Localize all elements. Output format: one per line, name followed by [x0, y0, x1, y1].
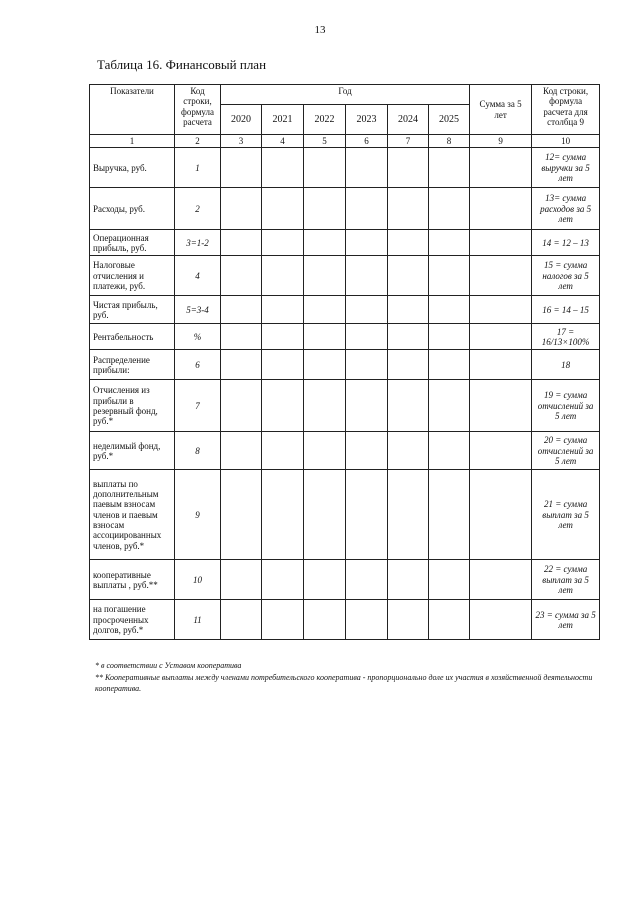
table-row: [90, 380, 600, 432]
row-label: Отчисления из прибыли в резервный фонд, руб.*: [90, 380, 175, 432]
table-row: [90, 600, 600, 640]
row-code: 5=3-4: [175, 296, 221, 324]
table-row: [90, 256, 600, 296]
page-number: 13: [314, 24, 326, 36]
header-sum: Сумма за 5 лет: [470, 85, 532, 135]
footnotes: [95, 661, 600, 696]
table-row: [90, 230, 600, 256]
row-label: неделимый фонд, руб.*: [90, 432, 175, 470]
row-label: Налоговые отчисления и платежи, руб.: [90, 256, 175, 296]
header-year: Год: [221, 85, 470, 105]
row-label: Расходы, руб.: [90, 188, 175, 230]
row-code: 7: [175, 380, 221, 432]
header-code: Код строки, формула расчета: [175, 85, 221, 135]
row-code: 8: [175, 432, 221, 470]
table-row: [90, 432, 600, 470]
row-code: 2: [175, 188, 221, 230]
row-label: Рентабельность: [90, 324, 175, 350]
header-year-2025: 2025: [429, 105, 470, 135]
column-number: 2: [175, 135, 221, 148]
column-number: 10: [532, 135, 600, 148]
row-formula: 17 = 16/13×100%: [532, 324, 600, 350]
row-code: 10: [175, 560, 221, 600]
row-formula: 23 = сумма за 5 лет: [532, 600, 600, 640]
row-label: кооперативные выплаты , руб.**: [90, 560, 175, 600]
table-row: [90, 296, 600, 324]
financial-plan-table: [89, 84, 600, 640]
table-row: [90, 470, 600, 560]
column-number: 9: [470, 135, 532, 148]
footnote: ** Кооперативные выплаты между членами потребительского кооператива - пропорционально доле их участия в хозяйственной деятельности кооператива.: [95, 673, 593, 693]
row-formula: 14 = 12 – 13: [532, 230, 600, 256]
row-code: 9: [175, 470, 221, 560]
column-number: 4: [262, 135, 304, 148]
header-year-2022: 2022: [304, 105, 346, 135]
header-year-2021: 2021: [262, 105, 304, 135]
row-label: Операционная прибыль, руб.: [90, 230, 175, 256]
table-row: [90, 350, 600, 380]
header-year-2024: 2024: [388, 105, 429, 135]
footnote: * в соответствии с Уставом кооператива: [95, 661, 242, 670]
row-label: Распределение прибыли:: [90, 350, 175, 380]
header-year-2020: 2020: [221, 105, 262, 135]
row-label: Чистая прибыль, руб.: [90, 296, 175, 324]
row-formula: 21 = сумма выплат за 5 лет: [532, 470, 600, 560]
column-number: 1: [90, 135, 175, 148]
row-code: %: [175, 324, 221, 350]
row-code: 11: [175, 600, 221, 640]
row-code: 1: [175, 148, 221, 188]
column-number: 5: [304, 135, 346, 148]
row-formula: 13= сумма расходов за 5 лет: [532, 188, 600, 230]
row-code: 6: [175, 350, 221, 380]
row-formula: 20 = сумма отчислений за 5 лет: [532, 432, 600, 470]
row-formula: 12= сумма выручки за 5 лет: [532, 148, 600, 188]
column-number: 8: [429, 135, 470, 148]
table-row: [90, 324, 600, 350]
row-formula: 16 = 14 – 15: [532, 296, 600, 324]
header-year-2023: 2023: [346, 105, 388, 135]
header-code-col9: Код строки, формула расчета для столбца 9: [532, 85, 600, 135]
row-formula: 22 = сумма выплат за 5 лет: [532, 560, 600, 600]
table-title: Таблица 16. Финансовый план: [97, 57, 267, 72]
table-row: [90, 560, 600, 600]
row-formula: 15 = сумма налогов за 5 лет: [532, 256, 600, 296]
header-indicators: Показатели: [90, 85, 175, 135]
column-number: 6: [346, 135, 388, 148]
row-code: 4: [175, 256, 221, 296]
table-row: [90, 148, 600, 188]
row-label: на погашение просроченных долгов, руб.*: [90, 600, 175, 640]
column-number: 3: [221, 135, 262, 148]
row-formula: 19 = сумма отчислений за 5 лет: [532, 380, 600, 432]
column-number: 7: [388, 135, 429, 148]
row-formula: 18: [532, 350, 600, 380]
table-row: [90, 188, 600, 230]
row-label: Выручка, руб.: [90, 148, 175, 188]
column-number-row: [90, 135, 600, 148]
row-code: 3=1-2: [175, 230, 221, 256]
row-label: выплаты по дополнительным паевым взносам членов и паевым взносам ассоциированных членов, руб.*: [90, 470, 175, 560]
